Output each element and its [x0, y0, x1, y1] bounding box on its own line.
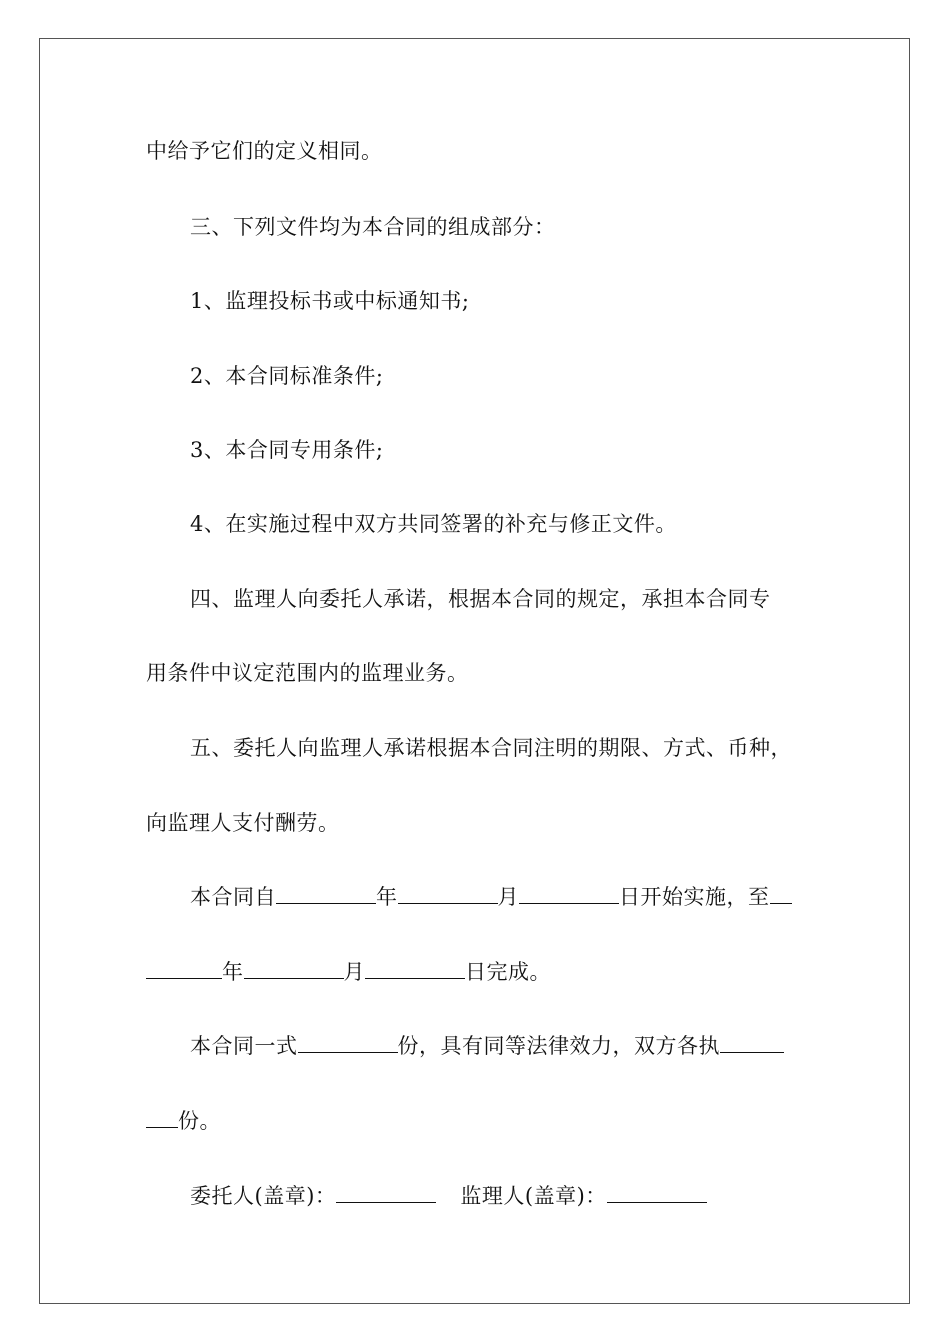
- paragraph-definition-end: 中给予它们的定义相同。: [146, 139, 383, 163]
- copies-each-field-part2[interactable]: [146, 1107, 178, 1128]
- clause-five-line-2: 向监理人支付酬劳。: [146, 811, 340, 835]
- period-end-label: 日完成。: [465, 960, 551, 984]
- client-seal-field[interactable]: [336, 1182, 436, 1203]
- period-year2-label: 年: [222, 960, 244, 984]
- clause-five-line-1: 五、委托人向监理人承诺根据本合同注明的期限、方式、币种，: [190, 736, 792, 760]
- start-day-field[interactable]: [519, 883, 619, 904]
- end-day-field[interactable]: [365, 958, 465, 979]
- clause-item-4: 4、在实施过程中双方共同签署的补充与修正文件。: [190, 512, 677, 536]
- end-year-field-part2[interactable]: [146, 958, 222, 979]
- client-seal-label: 委托人(盖章)：: [190, 1184, 337, 1208]
- signature-line: [190, 1181, 870, 1211]
- copies-line-1: [190, 1031, 870, 1061]
- supervisor-seal-label: 监理人(盖章)：: [460, 1184, 607, 1208]
- period-prefix: 本合同自: [190, 885, 276, 909]
- clause-item-3: 3、本合同专用条件;: [190, 438, 384, 462]
- clause-four-line-1: 四、监理人向委托人承诺，根据本合同的规定，承担本合同专: [190, 587, 771, 611]
- period-line-2: [146, 957, 826, 987]
- clause-item-2: 2、本合同标准条件;: [190, 364, 384, 388]
- copies-line-2: [146, 1106, 826, 1136]
- supervisor-seal-field[interactable]: [607, 1182, 707, 1203]
- end-year-field-part1[interactable]: [770, 883, 792, 904]
- clause-item-1: 1、监理投标书或中标通知书;: [190, 289, 470, 313]
- copies-each-field-part1[interactable]: [720, 1032, 784, 1053]
- clause-three-heading: 三、下列文件均为本合同的组成部分：: [190, 215, 556, 239]
- start-month-field[interactable]: [398, 883, 498, 904]
- start-year-field[interactable]: [276, 883, 376, 904]
- period-year-label: 年: [376, 885, 398, 909]
- period-month-label: 月: [497, 885, 519, 909]
- clause-four-line-2: 用条件中议定范围内的监理业务。: [146, 661, 469, 685]
- client-signature: [190, 1181, 436, 1211]
- copies-prefix: 本合同一式: [190, 1034, 298, 1058]
- end-month-field[interactable]: [244, 958, 344, 979]
- supervisor-signature: [460, 1181, 706, 1211]
- copies-count-field[interactable]: [298, 1032, 398, 1053]
- period-month2-label: 月: [343, 960, 365, 984]
- period-line-1: [190, 882, 870, 912]
- copies-middle: 份，具有同等法律效力，双方各执: [397, 1034, 720, 1058]
- copies-suffix: 份。: [178, 1109, 221, 1133]
- period-start-label: 日开始实施，至: [619, 885, 770, 909]
